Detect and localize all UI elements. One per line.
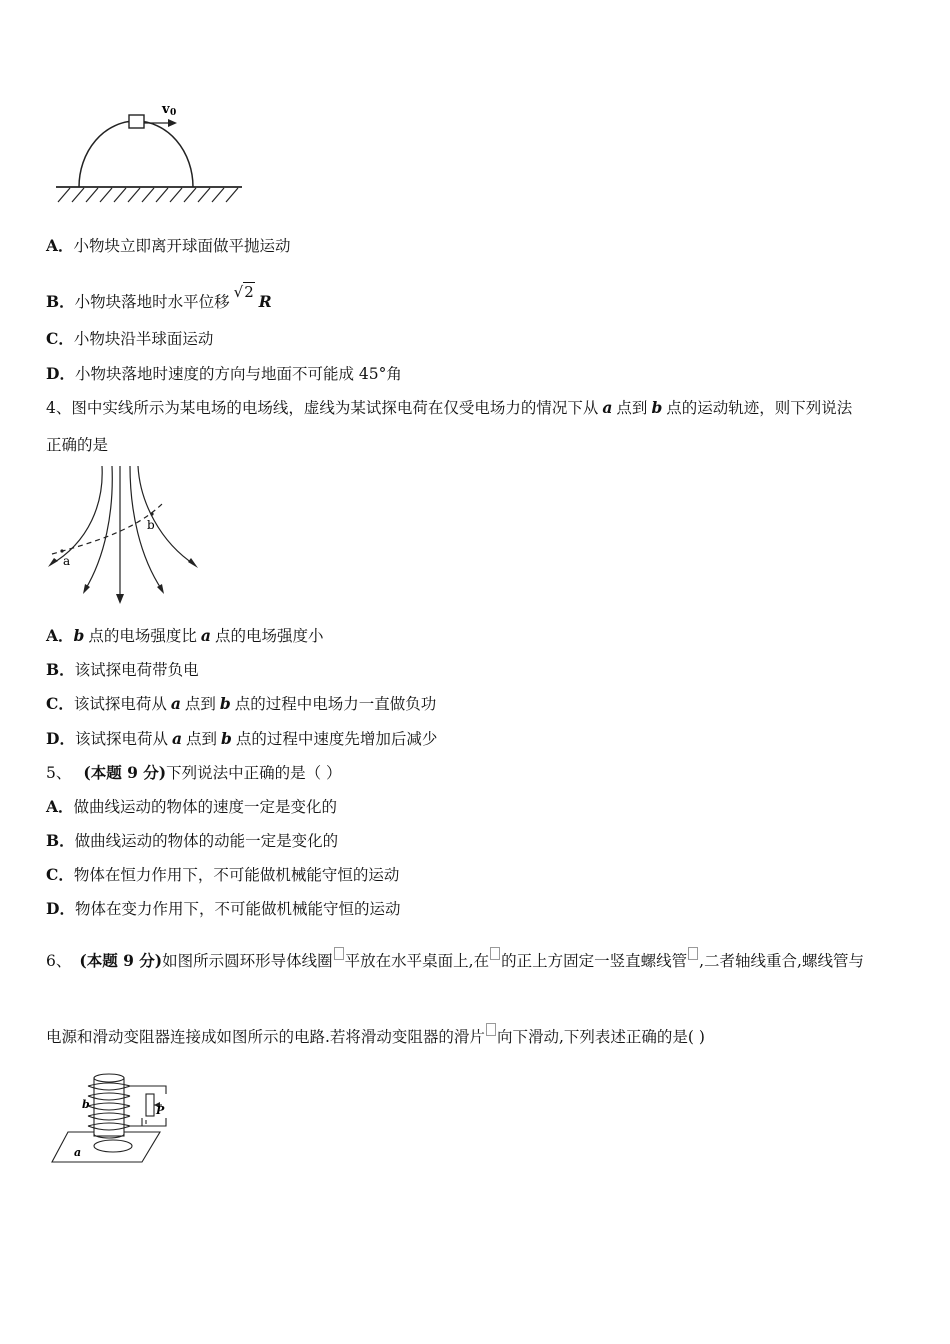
q6-number: 6、 <box>46 952 72 970</box>
option-letter: B． <box>46 292 75 311</box>
label-a: a <box>63 554 71 568</box>
option-letter: C． <box>46 329 74 348</box>
label-b: b <box>147 518 155 532</box>
q3-option-a <box>46 236 291 256</box>
q6-score: (本题 9 分) <box>79 951 163 970</box>
q3-option-c <box>46 329 213 349</box>
q5-option-d <box>46 899 400 919</box>
option-text: 物体在恒力作用下，不可能做机械能守恒的运动 <box>73 866 400 884</box>
option-letter: A． <box>46 797 74 816</box>
arrow-head-5 <box>188 558 198 568</box>
arrow-head-4 <box>157 584 164 594</box>
rheostat <box>146 1094 154 1116</box>
option-letter: D． <box>46 899 75 918</box>
option-text: 点的过程中速度先增加后减少 <box>235 730 438 748</box>
q6-stem-text: 如图所示圆环形导体线圈 <box>162 952 333 970</box>
v0-subscript: 0 <box>170 108 177 118</box>
field-line-2 <box>85 466 112 590</box>
q4-stem-line1 <box>46 398 852 418</box>
field-line-1 <box>50 466 102 565</box>
q4-stem-text: 点的运动轨迹，则下列说法 <box>666 399 853 417</box>
var-a: a <box>602 398 613 417</box>
q4-stem-text: 4、图中实线所示为某电场的电场线，虚线为某试探电荷在仅受电场力的情况下从 <box>46 399 599 417</box>
q4-option-d <box>46 729 437 749</box>
q4-option-a <box>46 626 323 646</box>
q6-stem-text: 电源和滑动变阻器连接成如图所示的电路.若将滑动变阻器的滑片 <box>46 1028 485 1046</box>
q5-number: 5、 <box>46 764 72 782</box>
field-line-4 <box>130 466 162 590</box>
sqrt-symbol: √ <box>233 283 244 301</box>
var-b: b <box>221 729 232 748</box>
option-text: 做曲线运动的物体的速度一定是变化的 <box>73 798 338 816</box>
option-letter: D． <box>46 364 75 383</box>
option-text: 该试探电荷从 <box>73 695 167 713</box>
var-b: b <box>219 694 231 713</box>
option-letter: A． <box>46 236 74 255</box>
q5-stem-text: 下列说法中正确的是（ ） <box>166 764 342 782</box>
option-text: 点的电场强度小 <box>214 627 324 645</box>
option-letter: D． <box>46 729 75 748</box>
option-text: 小物块沿半球面运动 <box>73 330 214 348</box>
option-text: 做曲线运动的物体的动能一定是变化的 <box>74 832 339 850</box>
q5-option-b <box>46 831 338 851</box>
option-letter: C． <box>46 694 74 713</box>
ring-a <box>94 1140 132 1152</box>
option-text: 小物块落地时水平位移 <box>74 293 230 311</box>
label-a: a <box>74 1146 82 1159</box>
arrow-head-2 <box>83 584 90 594</box>
label-b: b <box>82 1098 90 1111</box>
option-text: 点的电场强度比 <box>88 627 197 645</box>
q6-stem-line1 <box>46 947 864 971</box>
option-letter: A． <box>46 626 74 645</box>
option-text: 小物块落地时速度的方向与地面不可能成 45°角 <box>74 365 402 383</box>
var-a: a <box>171 729 183 748</box>
q4-stem-line2 <box>46 435 108 455</box>
q6-stem-line2 <box>46 1023 705 1047</box>
missing-glyph-icon <box>490 947 500 960</box>
q3-option-b <box>46 282 272 312</box>
q3-option-d <box>46 364 402 384</box>
electric-field-figure <box>40 462 210 608</box>
point-a <box>60 549 63 552</box>
var-r: R <box>258 292 272 311</box>
option-text: 小物块立即离开球面做平抛运动 <box>73 237 291 255</box>
option-letter: C． <box>46 865 74 884</box>
q6-stem-text: 的正上方固定一竖直螺线管 <box>501 952 688 970</box>
q4-option-b <box>46 660 199 680</box>
var-b: b <box>651 398 663 417</box>
sqrt-radicand: 2 <box>244 283 254 301</box>
v0-label: v <box>162 102 170 117</box>
missing-glyph-icon <box>688 947 698 960</box>
label-p: P <box>156 1104 165 1117</box>
q4-stem-text: 正确的是 <box>46 436 109 454</box>
hemisphere-figure <box>46 96 246 208</box>
q4-stem-text: 点到 <box>616 399 648 417</box>
q5-option-a <box>46 797 337 817</box>
option-letter: B． <box>46 660 75 679</box>
option-text: 物体在变力作用下，不可能做机械能守恒的运动 <box>74 900 401 918</box>
option-letter: B． <box>46 831 75 850</box>
field-line-5 <box>138 466 195 565</box>
var-b: b <box>73 626 85 645</box>
option-text: 点到 <box>184 695 216 713</box>
solenoid-figure <box>50 1068 180 1168</box>
solenoid-core <box>94 1078 124 1136</box>
missing-glyph-icon <box>334 947 344 960</box>
arrow-head-1 <box>48 558 58 567</box>
q5-option-c <box>46 865 399 885</box>
q5-stem <box>46 763 342 783</box>
sqrt-expression <box>234 282 255 302</box>
var-a: a <box>200 626 211 645</box>
var-a: a <box>170 694 181 713</box>
q6-stem-text: 平放在水平桌面上,在 <box>344 952 490 970</box>
solenoid-top <box>94 1074 124 1082</box>
option-text: 点的过程中电场力一直做负功 <box>234 695 437 713</box>
arrow-head-3 <box>116 594 124 604</box>
option-text: 该试探电荷从 <box>74 730 168 748</box>
q6-stem-text: ,二者轴线重合,螺线管与 <box>699 952 864 970</box>
option-text: 该试探电荷带负电 <box>74 661 199 679</box>
q6-stem-text: 向下滑动,下列表述正确的是( ) <box>496 1028 705 1046</box>
option-text: 点到 <box>186 730 218 748</box>
q5-score: (本题 9 分) <box>83 763 167 782</box>
q4-option-c <box>46 694 436 714</box>
block <box>129 115 144 128</box>
missing-glyph-icon <box>486 1023 496 1036</box>
point-b <box>150 512 153 515</box>
